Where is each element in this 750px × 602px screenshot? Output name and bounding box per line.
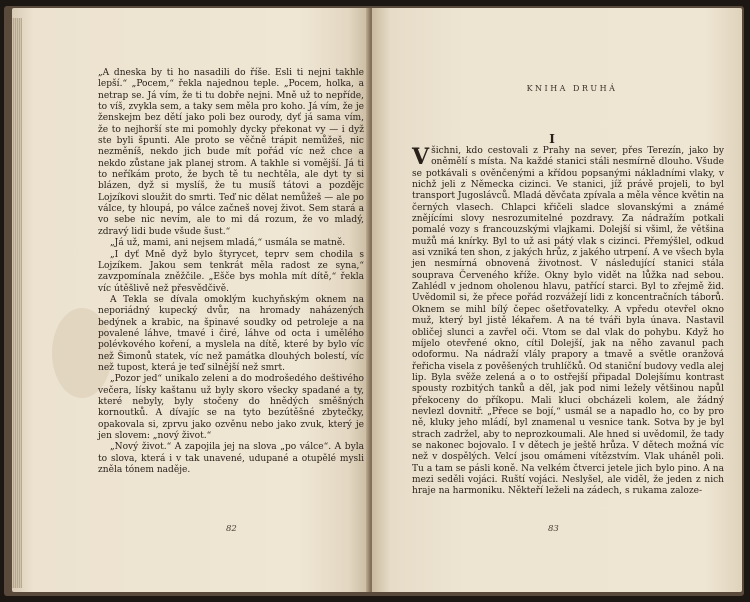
open-book — [4, 6, 744, 596]
right-page — [372, 8, 742, 592]
chapter-number: I — [549, 132, 555, 146]
page-edges — [12, 18, 22, 588]
right-paragraph-body: šichni, kdo cestovali z Prahy na sever, přes Terezín, jako by oněmělí s místa. Na každé stanici stáli nesmírně dlouho. Všude se potkávali s ověnčenými a křídou popsanými nákladními vlaky, v nichž jeli z Německa cizinci. Ve stanici, jíž právě projeli, to byl transport Jugoslávců. Mladá děvčata zpívala a měla věnce květin na černých vlasech. Chlapci křičeli sladce slovanskými a známé znějícími slovy nesrozumitelné pozdravy. Za nádražím potkali pomalé vozy s francouzskými vlajkami. Dolejší si všiml, že většina mužů má knírky. Byl to už asi pátý vlak s cizinci. Přemýšlel, odkud asi vzniká ten shon, z jakých hrůz, z jakého utrpení. A ve všech byla jen nesmírná obnovená životnost. V následující stanici stála souprava Červeného kříže. Okny bylo vidět na lůžka nad sebou. Zahlédl v jednom oholenou hlavu, patřící starci. Byl to zřejmě žid. Uvědomil si, že přece pořád rozvážejí lidi z koncentračních táborů. Oknem se mihl bílý čepec ošetřovatelky. A vpředu otevřel okno muž, který byl jistě lékařem. A na té tváři byla únava. Nastavil obličej slunci a zavřel oči. Vtom se dal vlak do pohybu. Když ho míjelo otevřené okno, cítil Dolejší, jak na něho zavanul pach odoformu. Na nádraží vlály prapory a tmavě a světle oranžová řeřicha visela z pověšených truhlíčků. Od staniční budovy vedla alej lip. Byla svěže zelená a o to ostřejší připadal Dolejšímu kontrast spousty rozbitých tanků a děl, jak pod nimi ležely většinou napůl překoceny do příkopu. Mali kluci obcházeli kolem, ale žádný nevlezl dovnitř. „Přece se bojí,“ usmál se a napadlo ho, co by pro ně, kluky jeho mládí, byl znamenal u vesnice tank. Sotva by je byl strach zadržel, aby to neprozkoumali. Ale hned si uvědomil, že tady se nakonec bojovalo. I v dětech je ještě hrůza. V dětech možná víc než v dospělých. Velcí jsou omámeni vítězstvím. Vlak uháněl poli. Tu a tam se pásli koně. Na velkém čtverci jetele jich bylo pino. A na mezi seděli vojáci. Ruští vojáci. Neslyšel, ale viděl, že jeden z nich hraje na harmoniku. Někteří leželi na zádech, s rukama zaloze- — [412, 146, 724, 497]
left-paragraph: „A dneska by ti ho nasadili do říše. Esli ti nejni takhle lepší.“ „Pocem,“ řekla najednou teple. „Pocem, holka, a netrap se. Já vím, že ti tu dobře nejni. Mně už to nepříde, to víš, zvykla sem, a taky sem měla pro koho. Já vím, že je ženskejm bez dětí jako poli bez ourody, dyť já sama vím, že to nejhorší ste mi pomohly dycky překonat vy — i dyž ste byli špunti. Ale proto se věčně trápit nemůžeš, nic nezměníš, nekdo jich bude mít pořád víc než chce a nekdo zůstane jak planej strom. A takhle si vomější. Já ti to neříkám proto, že bych tě tu nechtěla, ale dyt ty si blázen, dyž si myslíš, že tu musíš tátovi a pozdějc Lojzíkovi sloužit do smrti. Teď nic dělat nemůžeš — ale po válce, ty hloupá, po válce začneš novej život. Sem stará a vo sebe nic nevím, ale to mi dá rozum, že vo mladý, zdravý lidi bude všude šust.“ — [98, 68, 364, 237]
left-page-text — [98, 68, 364, 476]
left-paragraph: „Já už, mami, ani nejsem mladá,“ usmála se matně. — [110, 238, 346, 249]
left-page — [12, 8, 370, 592]
right-page-text — [412, 146, 724, 498]
left-paragraph: „I dyť Mně dyž bylo štyrycet, teprv sem chodila s Lojzíkem. Jakou sem tenkrát měla radost ze syna,“ zavzpomínala zněžčile. „Ešče bys mohla mít dítě,“ řekla víc útěšlivě než přesvědčivě. — [98, 249, 364, 294]
left-paragraph: A Tekla se dívala omoklým kuchyňským oknem na neporiádný kupecký dvůr, na hromady naházených bedýnek a krabic, na špinavé soudky od petroleje a na povalené láhve, tmavé i čiré, láhve od octa i umělého polévkového koření, a myslela na dítě, které by bylo víc než Šimonů statek, víc než památka dlouhých bolestí, víc než tupost, která je teď silnější než smrt. — [98, 294, 364, 373]
right-page-number: 83 — [548, 524, 559, 534]
left-paragraph: „Nový život.“ A zapojila jej na slova „po válce“. A byla to slova, která i v tak unavené, udupané a otupělé mysli zněla tónem naděje. — [98, 442, 364, 476]
drop-cap: V — [412, 144, 430, 170]
left-page-number: 82 — [226, 524, 237, 534]
left-paragraph: „Pozor jed“ unikalo zeleni a do modrošedého deštivého večera, lísky kaštanu už byly skoro všecky spadané a ty, které nebyly, byly stočeny do hnědých směšných kornoutků. A dívajíc se na tyto bezútěšné zbytečky, opakovala si, zprvu jako ozvěnu nebo jako zvuk, který je jen slovem: „nový život.“ — [98, 374, 364, 441]
running-head: KNIHA DRUHÁ — [526, 84, 618, 93]
right-paragraph — [412, 146, 724, 498]
